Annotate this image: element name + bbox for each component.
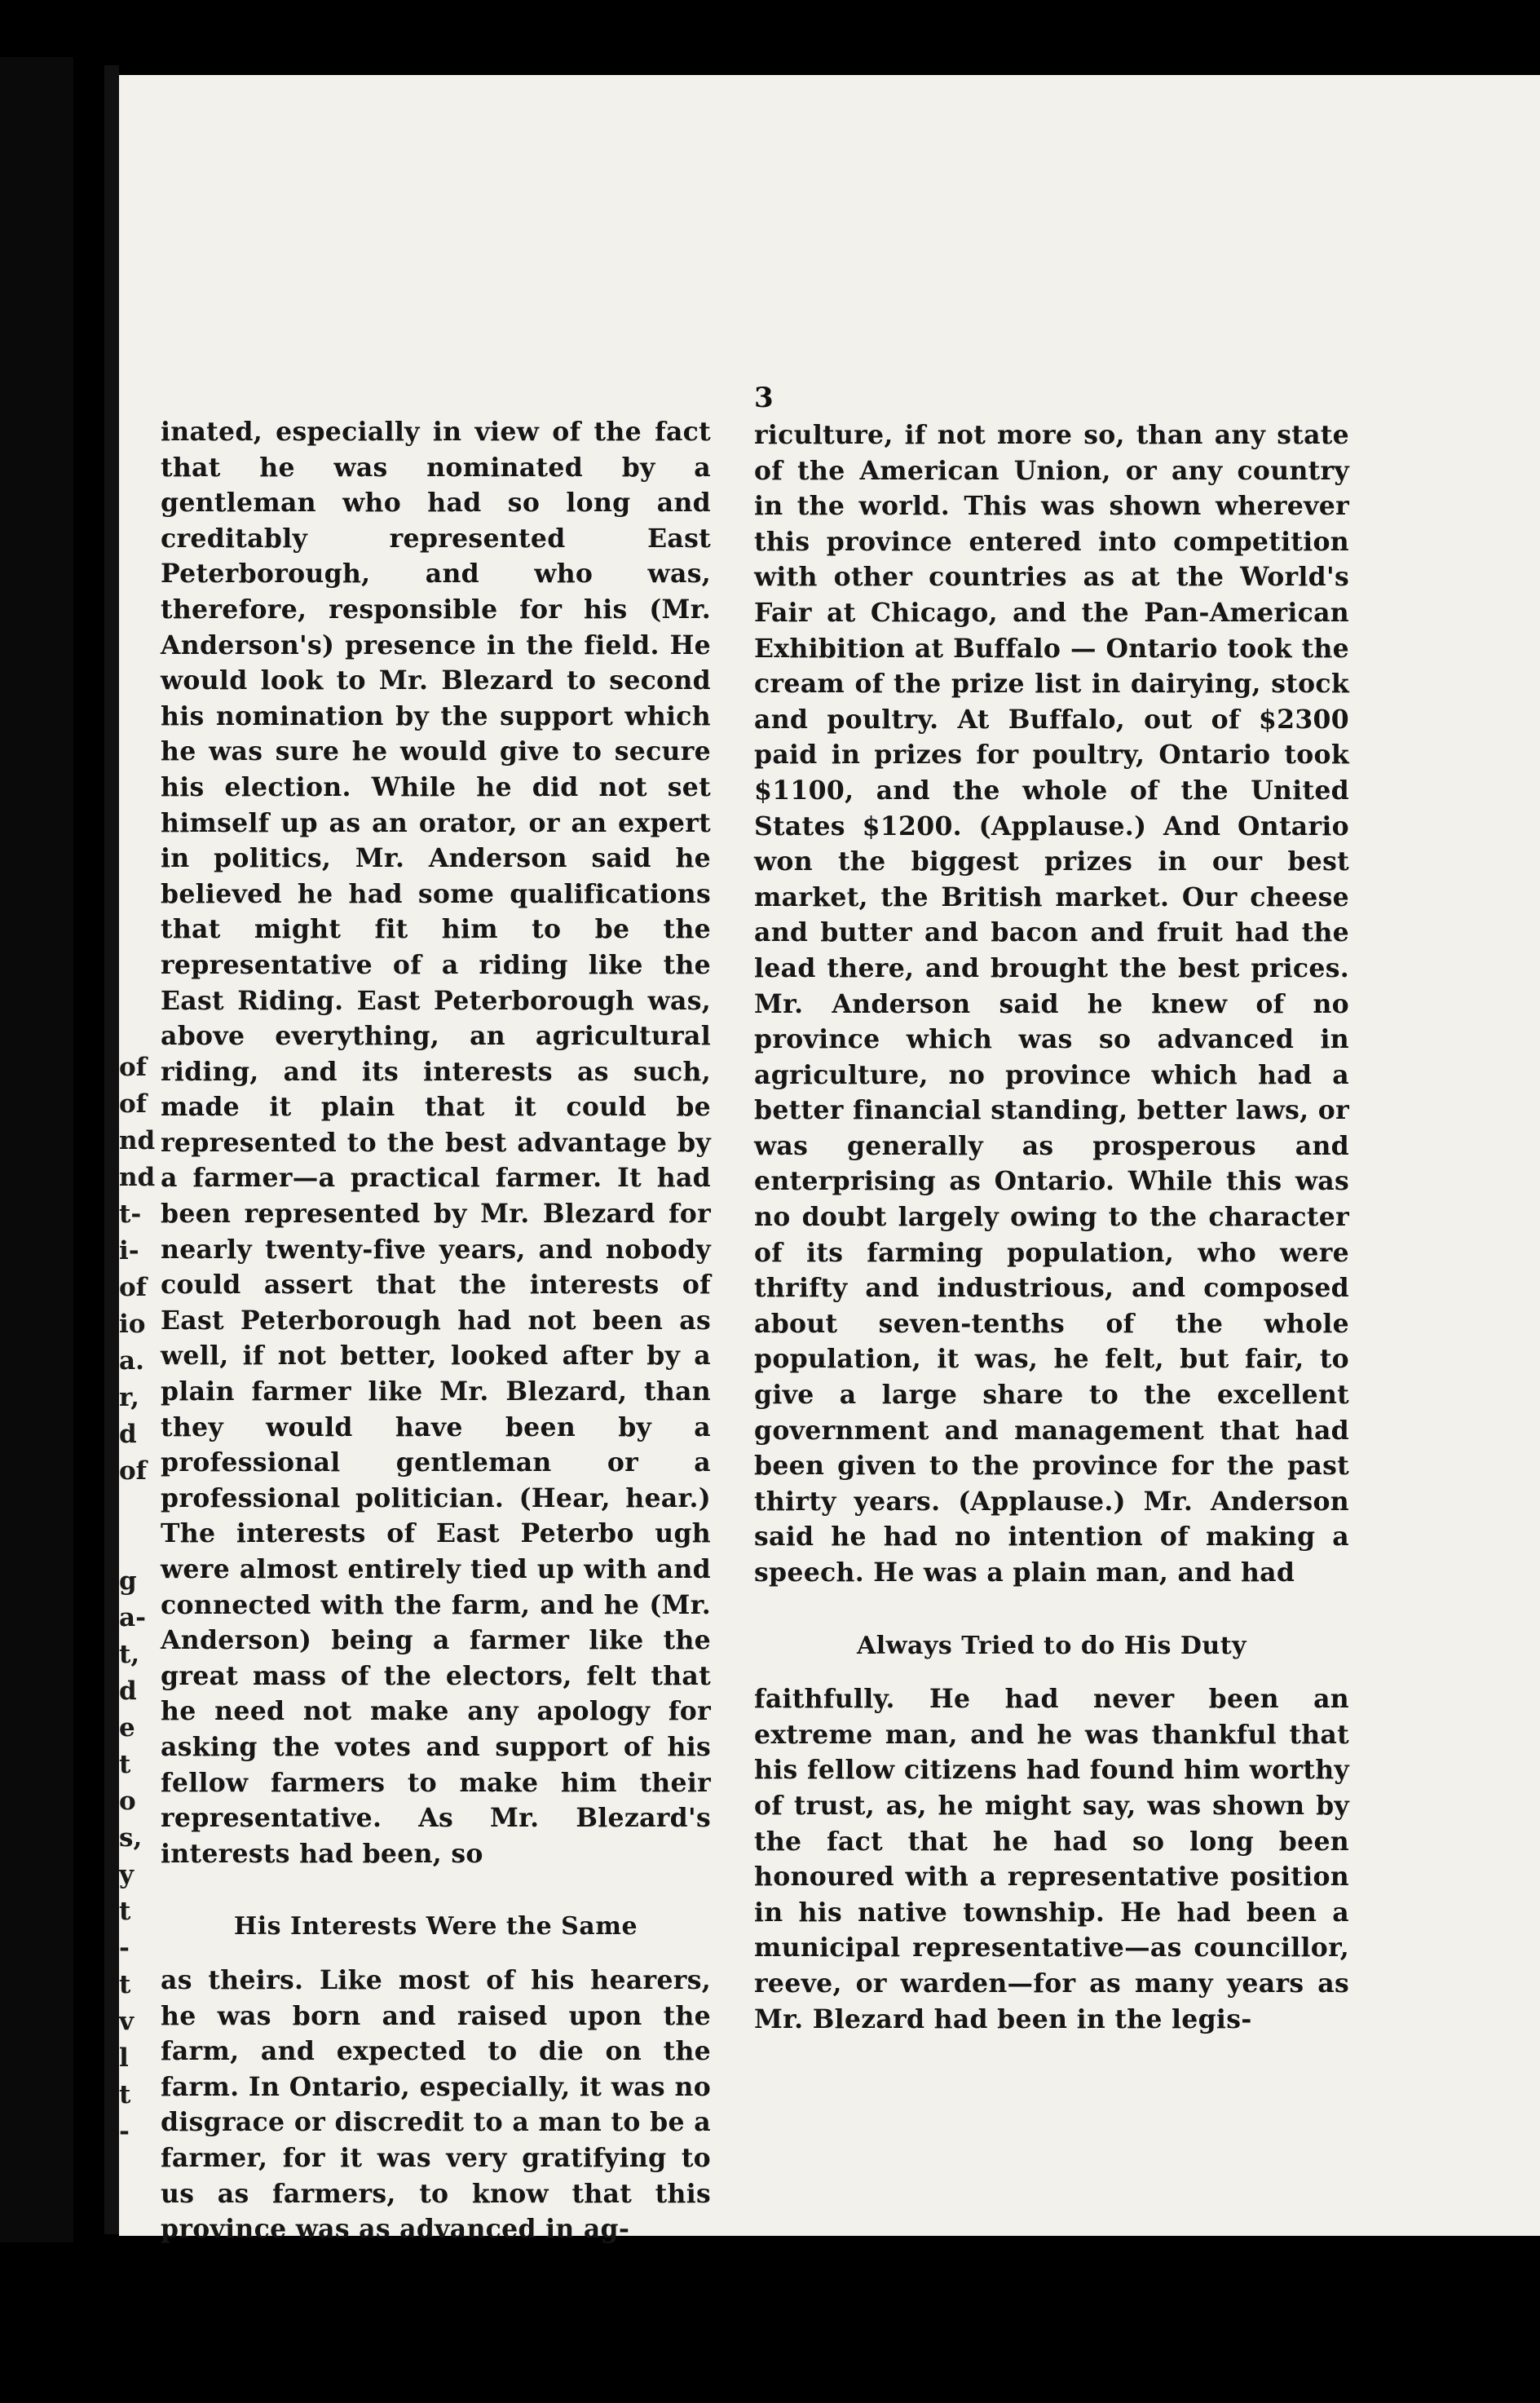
- left-paragraph-1: inated, especially in view of the fact that he was nominated by a gentleman who had so long and creditably represented East Peterborough, and who was, therefore, responsible for his (Mr. Anderson's) presence in the field. He would look to Mr. Blezard to second his nomination by the support which he was sure he would give to secure his election. While he did not set himself up as an orator, or an expert in politics, Mr. Anderson said he believed he had some qualifications that might fit him to be the representative of a riding like the East Riding. East Peterborough was, above everything, an agricultural riding, and its interests as such, made it plain that it could be represented to the best advantage by a farmer—a practical farmer. It had been represented by Mr. Blezard for nearly twenty-five years, and nobody could assert that the interests of East Peterborough had not been as well, if not better, looked after by a plain farmer like Mr. Blezard, than they would have been by a professional gentleman or a professional politician. (Hear, hear.) The interests of East Peterbo ugh were almost entirely tied up with and connected with the farm, and he (Mr. Anderson) being a farmer like the great mass of the electors, felt that he need not make any apology for asking the votes and support of his fellow farmers to make him their representative. As Mr. Blezard's interests had been, so: [161, 417, 711, 1869]
- margin-fragment: t,: [119, 1640, 140, 1669]
- scan-binding-edge: [104, 65, 119, 2234]
- right-subheading: Always Tried to do His Duty: [857, 1631, 1247, 1660]
- margin-fragment: io: [119, 1310, 146, 1339]
- margin-fragment: of: [119, 1273, 148, 1302]
- margin-fragment: v: [119, 2007, 135, 2036]
- margin-fragment: l: [119, 2043, 129, 2073]
- margin-fragment: t: [119, 1750, 131, 1779]
- margin-fragment: d: [119, 1676, 137, 1706]
- margin-fragment: nd: [119, 1163, 156, 1192]
- margin-fragment: -: [119, 2117, 130, 2146]
- page-number: 3: [754, 382, 774, 414]
- margin-fragment: e: [119, 1713, 135, 1743]
- margin-fragment: [119, 1490, 152, 1563]
- scan-background-left: [0, 57, 73, 2242]
- left-paragraph-2: as theirs. Like most of his hearers, he was born and raised upon the farm, and expected to die on the farm. In Ontario, especially, it was no disgrace or discredit to a man to be a farmer, for it was very gratifying to us as farmers, to know that this province was as advanced in ag-: [161, 1964, 711, 2245]
- margin-fragment: of: [119, 1089, 148, 1119]
- right-paragraph-2: faithfully. He had never been an extreme man, and he was thankful that his fellow citizens had found him worthy of trust, as, he might say, was shown by the fact that he had so long been honoured with a representative position in his native township. He had been a municipal representative—as councillor, reeve, or warden—for as many years as Mr. Blezard had been in the legis-: [754, 1684, 1349, 2034]
- right-column: [754, 417, 1349, 2037]
- margin-fragment: g: [119, 1566, 137, 1596]
- previous-page-margin-fragments: [119, 1049, 156, 2150]
- margin-fragment: nd: [119, 1126, 156, 1155]
- margin-fragment: i-: [119, 1236, 139, 1266]
- margin-fragment: t: [119, 1897, 131, 1926]
- margin-fragment: of: [119, 1456, 148, 1486]
- margin-fragment: a-: [119, 1603, 146, 1632]
- margin-fragment: t: [119, 1970, 131, 1999]
- margin-fragment: d: [119, 1420, 137, 1449]
- left-subheading: His Interests Were the Same: [233, 1912, 638, 1941]
- margin-fragment: a.: [119, 1346, 144, 1376]
- margin-fragment: r,: [119, 1383, 139, 1412]
- margin-fragment: s,: [119, 1823, 143, 1853]
- margin-fragment: of: [119, 1053, 148, 1082]
- margin-fragment: t-: [119, 1199, 142, 1229]
- margin-fragment: -: [119, 1933, 130, 1963]
- left-column: [161, 414, 711, 2247]
- margin-fragment: t: [119, 2080, 131, 2109]
- right-paragraph-1: riculture, if not more so, than any state of the American Union, or any country in the world. This was shown wherever this province entered into competition with other countries as at the World's Fair at Chicago, and the Pan-American Exhibition at Buffalo — Ontario took the cream of the prize list in dairying, stock and poultry. At Buffalo, out of $2300 paid in prizes for poultry, Ontario took $1100, and the whole of the United States $1200. (Applause.) And Ontario won the biggest prizes in our best market, the British market. Our cheese and butter and bacon and fruit had the lead there, and brought the best prices. Mr. Anderson said he knew of no province which was so advanced in agriculture, no province which had a better financial standing, better laws, or was generally as prosperous and enterprising as Ontario. While this was no doubt largely owing to the character of its farming population, who were thrifty and industrious, and composed about seven-tenths of the whole population, it was, he felt, but fair, to give a large share to the excellent government and management that had been given to the province for the past thirty years. (Applause.) Mr. Anderson said he had no intention of making a speech. He was a plain man, and had: [754, 420, 1349, 1588]
- margin-fragment: y: [119, 1860, 135, 1889]
- margin-fragment: o: [119, 1787, 136, 1816]
